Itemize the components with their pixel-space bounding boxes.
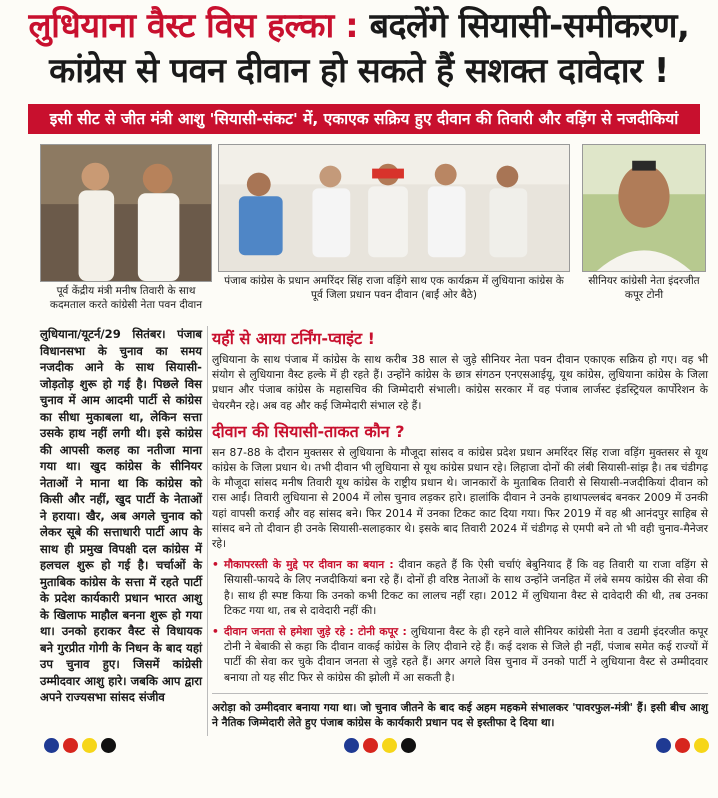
photo-caption-3: सीनियर कांग्रेसी नेता इंदरजीत कपूर टोनी bbox=[588, 275, 700, 301]
headline-red-part: लुधियाना वैस्ट विस हल्का bbox=[28, 6, 334, 46]
red-dot bbox=[63, 738, 78, 753]
photo-tony-kapoor bbox=[582, 144, 706, 272]
paragraph-1: लुधियाना के साथ पंजाब में कांग्रेस के साथ करीब 38 साल से जुड़े सीनियर नेता पवन दीवान एकाएक सक्रिय हो गए। वह भी संयोग से लुधियाना वैस्ट हल्के में ही रहते हैं। उन्होंने कांग्रेस के छात्र संगठन एनएसआईयू, यूथ कांग्रेस, लुधियाना कांग्रेस के जिला प्रधान और पंजाब कांग्रेस के महासचिव की जिम्मेदारी संभाली। कांग्रेस सरकार में वह पंजाब लार्जस्ट इंडस्ट्रियल कार्पोरेशन के चेयरमैन रहे। अब वह और कई जिम्मेदारी संभाल रहे हैं। bbox=[212, 353, 708, 412]
yellow-dot bbox=[382, 738, 397, 753]
left-column-text: लुधियाना/यूटर्न/29 सितंबर। पंजाब विधानसभा के चुनाव का समय नजदीक आने के साथ सियासी-जोड़तोड़ शुरू हो गई है। पिछले विस चुनाव में आम आदमी पार्टी से कांग्रेस का सीधा मुकाबला था, लेकिन सत्ता उसके हाथ नहीं लगी थी। इसे कांग्रेस की आपसी कलह का नतीजा माना गया था। खुद कांग्रेस के सीनियर नेताओं ने माना था कि कांग्रेस को किसी और नहीं, खुद पार्टी के नेताओं ने हराया। खैर, अब अगले चुनाव को लेकर सूबे की सत्ताधारी पार्टी आप के साथ ही प्रमुख विपक्षी दल कांग्रेस में हलचल शुरू हो गई है। चर्चाओं के मुताबिक कांग्रेस के सत्ता में रहते पार्टी के प्रदेश कार्यकारी प्रधान भारत आशु के खिलाफ माहौल बनना शुरू हो गया था। उनको हराकर वैस्ट से विधायक बने गुरप्रीत गोगी के निधन के बाद यहां उप चुनाव हुए। जिसमें कांग्रेसी उम्मीदवार आशु हारे। जबकि आप द्वारा अपने राज्यसभा सांसद संजीव bbox=[40, 327, 202, 704]
photo-tiwari-diwan bbox=[40, 144, 212, 282]
headline-colon: : bbox=[333, 6, 370, 46]
photo-caption-1: पूर्व केंद्रीय मंत्री मनीष तिवारी के साथ कदमताल करते कांग्रेसी नेता पवन दीवान bbox=[49, 285, 203, 311]
headline bbox=[10, 4, 708, 94]
blue-dot bbox=[44, 738, 59, 753]
blue-dot bbox=[344, 738, 359, 753]
bullet-diwan-statement bbox=[212, 557, 708, 618]
horizontal-divider bbox=[212, 693, 708, 694]
bullet-icon: • bbox=[212, 558, 219, 572]
red-dot bbox=[675, 738, 690, 753]
paragraph-2: सन 87-88 के दौरान मुक्तसर से लुधियाना के मौजूदा सांसद व कांग्रेस प्रदेश प्रधान अमरिंदर सिंह राजा वड़िंग मुक्तसर से यूथ कांग्रेस के जिला प्रधान थे। तभी दीवान भी लुधियाना से यूथ कांग्रेस प्रधान रहे। लिहाजा दोनों की लंबी सियासी-सांझ है। तब चंडीगढ़ के मौजूदा सांसद मनीष तिवारी यूथ कांग्रेस के राष्ट्रीय प्रधान थे। जानकारों के मुताबिक तिवारी से सियासी-नजदीकियां दीवान को रास आईं। तिवारी लुधियाना से 2004 में लोस चुनाव लड़कर हारे। हालांकि दीवान ने उनके हाथापल्लबंद बनकर 2009 में उनकी यहां वापसी कराई और वह सांसद बने। फिर 2014 में उनका टिकट काट दिया गया। फिर 2019 में वह श्री आनंदपुर साहिब से सांसद बने तो दीवान ही उनके सियासी-सलाहकार थे। इसके बाद तिवारी 2024 में चंडीगढ़ से एमपी बने तो भी वही चुनाव-मैनेजर रहे। bbox=[212, 445, 708, 551]
subheading-turning-point: यहीं से आया टर्निंग-प्वाइंट ! bbox=[212, 329, 375, 348]
yellow-dot bbox=[82, 738, 97, 753]
bullet-tony-kapoor bbox=[212, 624, 708, 685]
subheading-political-power: दीवान की सियासी-ताकत कौन ? bbox=[212, 421, 405, 441]
headline-line-1 bbox=[10, 4, 708, 48]
bullet-1-text: दीवान कहते हैं कि ऐसी चर्चाएं बेबुनियाद हैं कि वह तिवारी या राजा वड़िंग से सियासी-फायदे के लिए नजदीकियां बना रहे हैं। दोनों ही वरिष्ठ नेताओं के साथ उन्होंने जनहित में लंबे समय कांग्रेस की सेवा की है। साथ ही स्पष्ट किया कि उनको कभी टिकट का लालच नहीं रहा। 2012 में लुधियाना वैस्ट से दावेदारी की थी, तब उनका टिकट गया था, तब से दावेदारी नहीं की। bbox=[224, 558, 708, 617]
blue-dot bbox=[656, 738, 671, 753]
bullet-1-lead: मौकापरस्ती के मुद्दे पर दीवान का बयान : bbox=[224, 558, 394, 572]
headline-line-2: कांग्रेस से पवन दीवान हो सकते हैं सशक्त दावेदार ! bbox=[49, 51, 669, 91]
headline-black-part: बदलेंगे सियासी-समीकरण, bbox=[369, 6, 690, 46]
photo-caption-2: पंजाब कांग्रेस के प्रधान अमरिंदर सिंह राजा वड़िंगे साथ एक कार्यक्रम में लुधियाना कांग्रेस के पूर्व जिला प्रधान पवन दीवान (बाईं ओर बैठे) bbox=[224, 275, 564, 301]
black-dot bbox=[101, 738, 116, 753]
color-dots-right bbox=[656, 738, 709, 754]
closing-paragraph: अरोड़ा को उम्मीदवार बनाया गया था। जो चुनाव जीतने के बाद कई अहम महकमे संभालकर 'पावरफुल-मंत्री' हैं। इसी बीच आशु ने नैतिक जिम्मेदारी लेते हुए पंजाब कांग्रेस के कार्यकारी प्रधान पद से इस्तीफा दे दिया था। bbox=[212, 700, 708, 730]
sub-headline-banner: इसी सीट से जीत मंत्री आशु 'सियासी-संकट' में, एकाएक सक्रिय हुए दीवान की तिवारी और वड़िंग से नजदीकियां bbox=[28, 104, 700, 134]
column-divider bbox=[207, 326, 208, 736]
yellow-dot bbox=[694, 738, 709, 753]
color-dots-left bbox=[44, 738, 116, 754]
red-dot bbox=[363, 738, 378, 753]
right-column bbox=[212, 326, 708, 730]
black-dot bbox=[401, 738, 416, 753]
color-dots-center bbox=[344, 738, 416, 754]
photo-warring-event bbox=[218, 144, 570, 272]
bullet-icon: • bbox=[212, 625, 219, 639]
bullet-2-text: लुधियाना वैस्ट के ही रहने वाले सीनियर कांग्रेसी नेता व उद्यमी इंदरजीत कपूर टोनी ने बेबाकी से कहा कि दीवान वाकई कांग्रेस के लिए दीवाने रहे हैं। कई दशक से जिले ही नहीं, पंजाब समेत कई राज्यों में पार्टी की सेवा कर चुके दीवान जनता से जुड़े रहते हैं। अगर अगले विस चुनाव में उनको पार्टी ने लुधियाना वैस्ट से उम्मीदवार बनाया तो यह सीट फिर से कांग्रेस की झोली में आ सकती है। bbox=[224, 625, 708, 684]
bullet-2-lead: दीवान जनता से हमेशा जुड़े रहे : टोनी कपूर : bbox=[224, 625, 407, 639]
